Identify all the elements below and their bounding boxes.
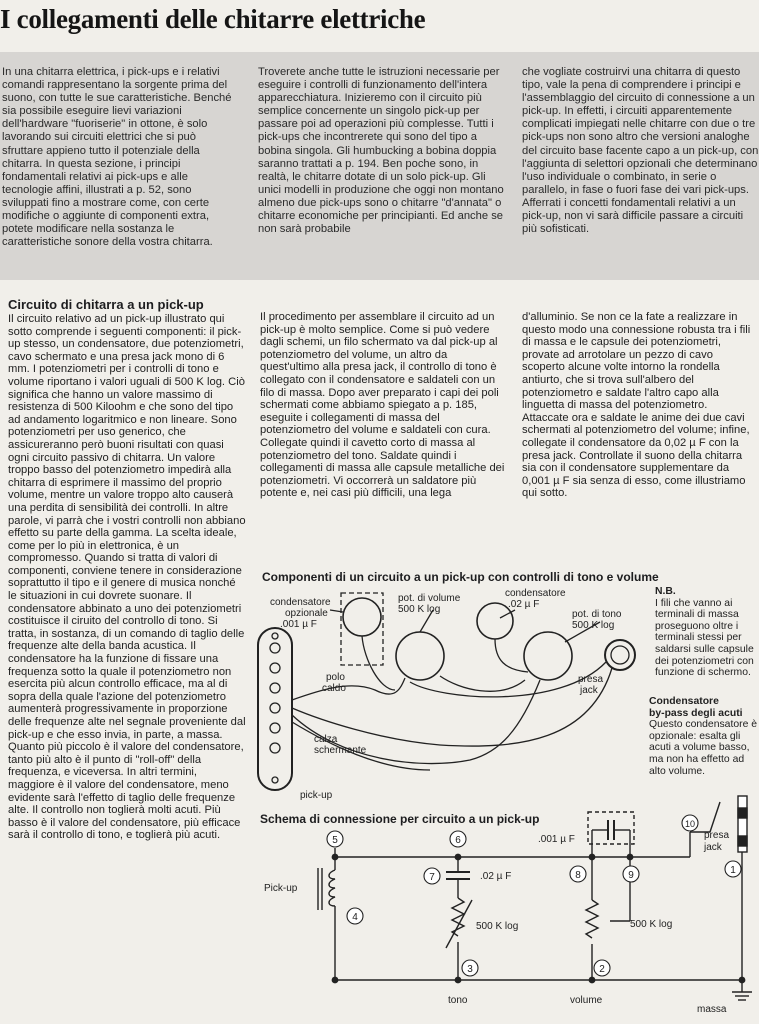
tone-pot-arrow — [446, 900, 472, 948]
body-column-2: Il procedimento per assemblare il circuito ad un pick-up è molto semplice. Come si può vedere dagli schemi, un filo schermato va dal pick-up al potenziometro del volume, un altro da quest'ultimo alla presa jack, il controllo di tono è collegato con il condensatore e saldateli con un filo di massa. Dopo aver preparato i capi dei poli schermati come abbiamo spiegato a p. 185, eseguite i collegamenti di massa del potenziometro del volume e saldateli con cura. Collegate quindi il cavetto corto di massa al potenziometro del tono. Saldate quindi i collegamenti di massa alle capsule metalliche dei potenziometri. Vi occorrerà un saldatore più potente e, nei casi più difficili, una lega — [260, 311, 505, 500]
node-number: 9 — [628, 870, 634, 881]
node-number: 10 — [684, 819, 696, 829]
schematic-label-jack: presa — [704, 830, 730, 841]
wire — [440, 676, 525, 691]
jack-socket-inner — [611, 646, 629, 664]
label-shield: calza — [314, 734, 338, 745]
node-number: 3 — [467, 964, 473, 975]
figure-2-title: Schema di connessione per circuito a un pick-up — [260, 812, 540, 826]
junction-dot — [332, 977, 339, 984]
schematic-label-volume-pot: 500 K log — [630, 919, 673, 930]
nb-note-text: I fili che vanno ai terminali di massa proseguono oltre i terminali stessi per saldarsi sulle capsule dei potenziometri con funzione di schermo. — [655, 597, 754, 679]
junction-dot — [332, 854, 339, 861]
node-number: 8 — [575, 870, 581, 881]
label-optional-capacitor: condensatore — [270, 597, 331, 608]
label-hot-pole: polo — [326, 672, 345, 683]
node-markers — [327, 815, 741, 976]
figure-1-title: Componenti di un circuito a un pick-up con controlli di tono e volume — [262, 570, 659, 584]
label-volume-pot: pot. di volume — [398, 593, 461, 604]
pickup-pole — [270, 723, 280, 733]
schematic-label-cap-001: .001 µ F — [538, 834, 575, 845]
label-optional-capacitor-3: .001 µ F — [280, 619, 317, 630]
label-optional-capacitor-2: opzionale — [285, 608, 328, 619]
jack-sleeve-band — [738, 836, 747, 846]
optional-capacitor-box — [588, 812, 634, 844]
intro-column-3: che vogliate costruirvi una chitarra di questo tipo, vale la pena di comprendere i principi e l'assemblaggio del circuito di connessione a un pick-up. In effetti, i circuiti apparentemente complicati impiegati nelle chitarre con due o tre pick-ups non sono altro che versioni analoghe del circuito base facente capo a un pick-up, con l'aggiunta di selettori opzionali che determinano l'uso individuale o combinato, in serie o parallelo, in fase o fuori fase dei vari pick-ups. Afferrati i concetti fondamentali relativi a un pick-up, non vi sarà difficile passare a circuiti più sofisticati. — [522, 66, 759, 236]
node-number: 6 — [455, 835, 461, 846]
pickup-screw — [272, 633, 278, 639]
nb-note-title: N.B. — [655, 586, 676, 597]
wire — [362, 636, 395, 690]
capacitor-note-title-1: Condensatore — [649, 696, 719, 707]
wire — [292, 678, 405, 700]
junction-dot — [589, 977, 596, 984]
pickup-pole — [270, 683, 280, 693]
label-jack-2: jack — [580, 685, 598, 696]
section-title: Circuito di chitarra a un pick-up — [8, 297, 204, 312]
pickup-screw — [272, 777, 278, 783]
schematic-label-volume: volume — [570, 995, 603, 1006]
tone-pot — [524, 632, 572, 680]
body-column-1: Il circuito relativo ad un pick-up illustrato qui sotto comprende i seguenti componenti: il pick-up stesso, un condensatore, due potenziometri, cavo schermato e una presa jack mono di 6 mm. I potenziometri per i controlli di tono e volume riportano i valori uguali di 500 K log. Ciò significa che hanno un valore massimo di resistenza di 500 Kiloohm e che sono del tipo ad andamento logaritmico e non lineare. Sono potenziometri per uso generico, che assicureranno però buoni risultati con quasi ogni circuito passivo di chitarra. Un valore troppo basso del potenziometro impedirà alla chitarra di esprimere il massimo del proprio volume, mentre un valore troppo alto causerà una perdita di sensibilità dei controlli. In altre parole, vi parrà che i vostri controlli non abbiano effetto su parte della gamma. La scelta ideale, come per lo più in elettronica, è un compromesso. Quando si tratta di valori di componenti, conviene tenere in considerazione soprattutto il tipo e il genere di musica nonché le situazioni in cui dovrete suonare. Il condensatore abbinato a uno dei potenziometri costituisce il ciruito del controllo di tono. Si tratta, in sostanza, di un comando di taglio delle frequenze alte della banda acustica. Il condensatore ha la funzione di fissare una frequenza sotto la quale il potenziometro non esercita più alcun controllo efficace, ma al di sopra della quale l'azione del potenziometro aumenterà progressivamente in proporzione delle frequenze alte nel segnale proveniente dal pick-up e che esso invia, in parte, a massa. Quanto più piccolo è il valore del condensatore, tanto più alto è il punto di "roll-off" della frequenza, e viceversa. In altri termini, maggiore è il valore del condensatore, meno evidente sarà l'effetto di taglio delle frequenze alte. Il controllo non toglierà molti acuti. Più basso è il valore del condensatore, più efficace sarà il controllo di tono, e toglierà più acuti. — [8, 313, 246, 842]
intro-column-2: Troverete anche tutte le istruzioni necessarie per eseguire i controlli di funzionamento dell'intera apparecchiatura. Inizieremo con il circuito più semplice concernente un singolo pick-up per passare poi ad operazioni più complesse. Tutti i pick-ups che incontrerete qui sono del tipo a bobina singola. Gli humbucking a bobina doppia saranno trattati a p. 194. Ben poche sono, in realtà, le chitarre dotate di un solo pick-up. Gli unici modelli in produzione che oggi non montano almeno due pick-ups sono o chitarre "d'annata" o chitarre economiche per principianti. Ed anche se non sarà probabile — [258, 66, 504, 236]
junction-dot — [455, 854, 462, 861]
pickup-body — [258, 628, 292, 790]
label-jack: presa — [578, 674, 604, 685]
schematic-label-jack-2: jack — [704, 842, 722, 853]
node-numbers — [332, 819, 736, 975]
label-hot-pole-2: caldo — [322, 683, 346, 694]
schematic-label-cap-02: .02 µ F — [480, 871, 512, 882]
pickup-pole — [270, 643, 280, 653]
junction-dot — [589, 854, 596, 861]
optional-capacitor-pot — [343, 598, 381, 636]
wire — [495, 639, 528, 672]
label-volume-pot-2: 500 K log — [398, 604, 441, 615]
junction-dot — [627, 854, 634, 861]
volume-resistor-icon — [586, 900, 598, 938]
capacitor-note-title-2: by-pass degli acuti — [649, 707, 743, 719]
pickup-pole — [270, 703, 280, 713]
page-title: I collegamenti delle chitarre elettriche — [0, 4, 426, 34]
pickup-pole — [270, 743, 280, 753]
label-shield-2: schermante — [314, 745, 367, 756]
node-number: 7 — [429, 872, 435, 883]
schematic-label-pickup: Pick-up — [264, 883, 298, 894]
label-tone-pot: pot. di tono — [572, 609, 622, 620]
label-tone-pot-2: 500 K log — [572, 620, 615, 631]
node-number: 4 — [352, 912, 358, 923]
node-number: 2 — [599, 964, 605, 975]
label-capacitor-2: .02 µ F — [508, 599, 540, 610]
node-number: 1 — [730, 865, 736, 876]
node-number: 5 — [332, 835, 338, 846]
body-column-3: d'alluminio. Se non ce la fate a realizzare in questo modo una connessione robusta tra i fili di massa e le capsule dei potenziometri, provate ad arrotolare un pezzo di cavo scoperto alcune volte intorno la rondella antiurto, che si trova sull'albero del potenziometro e saldate l'altro capo alla linguetta di massa del potenziometro. Attaccate ora e saldate le anime dei due cavi schermati al potenziometro del volume; infine, collegate il condensatore da 0,02 µ F con la presa jack. Controllate il suono della chitarra sia con il condensatore supplementare da 0,001 µ F sia senza di esso, come illustriamo qui sotto. — [522, 311, 751, 500]
jack-tip-icon — [710, 802, 720, 832]
capacitor-note-text: Questo condensatore è opzionale: esalta gli acuti a volume basso, ma non ha effetto ad alto volume. — [649, 719, 758, 777]
schematic-junctions — [332, 854, 746, 984]
label-pickup: pick-up — [300, 790, 333, 801]
intro-column-1: In una chitarra elettrica, i pick-ups e i relativi comandi rappresentano la sorgente prima del suono, con tutte le sue caratteristiche. Benché sia possibile eseguire lievi variazioni dell'hardware "fuoriserie" in ottone, è solo lavorando sui circuiti elettrici che si può sfruttare appieno tutto il potenziale della chitarra. In questa sezione, i principi fondamentali relativi ai pick-ups e alle tecnologie affini, illustrati a p. 52, sono sviluppati fino a mostrare come, con certe modifiche o aggiunte di componenti extra, potete modificare nella sostanza le caratteristiche sonore della vostra chitarra. — [2, 66, 232, 249]
schematic-label-massa: massa — [697, 1004, 727, 1015]
jack-sleeve-band — [738, 808, 747, 818]
junction-dot — [739, 977, 746, 984]
schematic-label-tone-pot: 500 K log — [476, 921, 519, 932]
pickup-coil-icon — [329, 870, 335, 906]
label-capacitor: condensatore — [505, 588, 566, 599]
schematic-label-tono: tono — [448, 995, 468, 1006]
volume-pot — [396, 632, 444, 680]
jack-socket-icon — [605, 640, 635, 670]
pickup-pole — [270, 663, 280, 673]
junction-dot — [455, 977, 462, 984]
